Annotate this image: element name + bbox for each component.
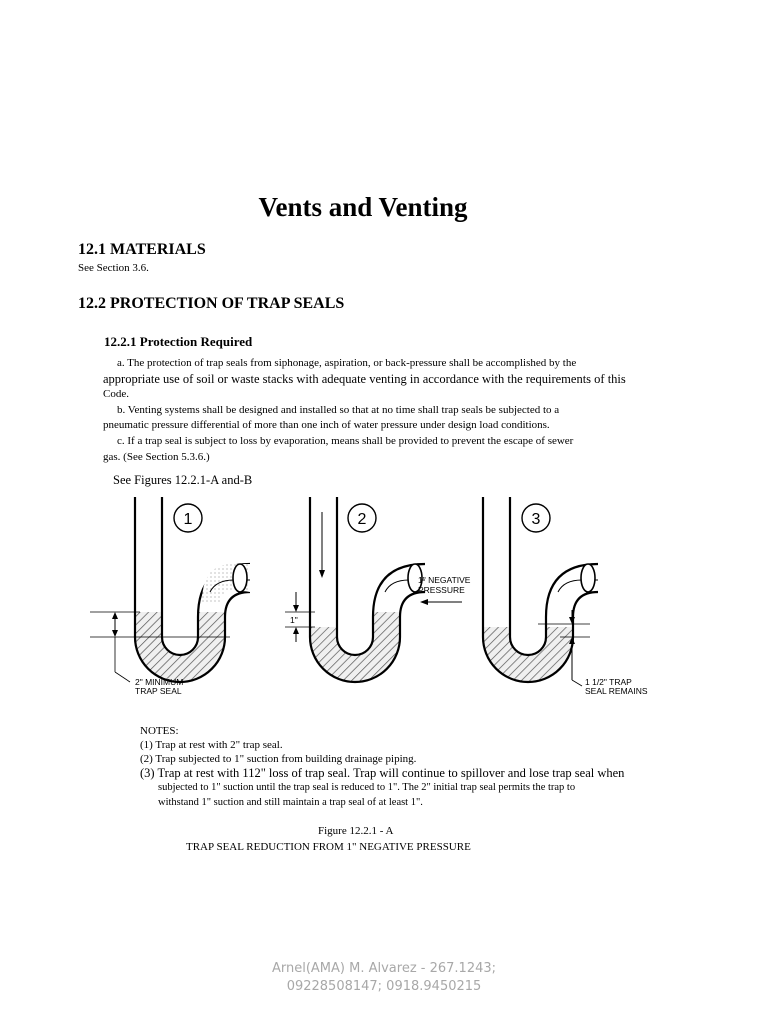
section-heading-protection: 12.2 PROTECTION OF TRAP SEALS — [78, 295, 345, 312]
trap-2-dimension-label: 1" — [290, 615, 298, 625]
paragraph-a-line-3: Code. — [103, 388, 129, 400]
notes-heading: NOTES: — [140, 725, 179, 737]
trap-1-label-line-2: TRAP SEAL — [135, 686, 182, 696]
paragraph-b-line-2: pneumatic pressure differential of more than one inch of water pressure under design load conditions. — [103, 419, 550, 431]
note-1: (1) Trap at rest with 2" trap seal. — [140, 739, 283, 751]
footer-line-1: Arnel(AMA) M. Alvarez - 267.1243; — [271, 961, 497, 976]
trap-1-label-line-1: 2" MINIMUM — [135, 677, 184, 687]
note-3-line-2: subjected to 1" suction until the trap seal is reduced to 1". The 2" initial trap seal permits the trap to — [158, 782, 576, 793]
trap-1-number: 1 — [183, 511, 193, 528]
trap-1-water — [135, 612, 225, 682]
subsection-heading: 12.2.1 Protection Required — [104, 334, 253, 349]
note-3-line-3: withstand 1" suction and still maintain a trap seal of at least 1". — [158, 797, 423, 808]
paragraph-c-line-2: gas. (See Section 5.3.6.) — [103, 451, 210, 463]
trap-seal-figure — [90, 492, 670, 704]
trap-2-number: 2 — [357, 511, 367, 528]
trap-3-label-line-1: 1 1/2" TRAP — [585, 677, 632, 687]
see-figures: See Figures 12.2.1-A and-B — [113, 473, 253, 487]
trap-3-label-line-2: SEAL REMAINS — [585, 686, 648, 696]
page-title: Vents and Venting — [258, 192, 468, 222]
paragraph-a-line-1: a. The protection of trap seals from siphonage, aspiration, or back-pressure shall be accomplished by the — [117, 357, 577, 369]
note-2: (2) Trap subjected to 1" suction from building drainage piping. — [140, 753, 417, 765]
trap-2-pressure-line-2: PRESSURE — [418, 585, 465, 595]
section-body-materials: See Section 3.6. — [78, 262, 149, 274]
section-heading-materials: 12.1 MATERIALS — [78, 241, 206, 258]
footer-line-2: 09228508147; 0918.9450215 — [286, 979, 482, 994]
trap-1-diagram — [90, 497, 250, 696]
figure-caption: TRAP SEAL REDUCTION FROM 1" NEGATIVE PRESSURE — [186, 841, 471, 853]
paragraph-a-line-2: appropriate use of soil or waste stacks with adequate venting in accordance with the requirements of this — [103, 372, 626, 386]
figure-id: Figure 12.2.1 - A — [318, 825, 394, 837]
trap-2-water — [310, 612, 400, 682]
paragraph-b-line-1: b. Venting systems shall be designed and installed so that at no time shall trap seals be subjected to a — [117, 404, 560, 416]
note-3-line-1: (3) Trap at rest with 112" loss of trap seal. Trap will continue to spillover and lose trap seal when — [140, 766, 625, 780]
trap-3-number: 3 — [531, 511, 541, 528]
trap-2-diagram — [285, 497, 471, 682]
paragraph-c-line-1: c. If a trap seal is subject to loss by evaporation, means shall be provided to prevent the escape of sewer — [117, 435, 574, 447]
trap-2-pressure-line-1: 1" NEGATIVE — [418, 575, 471, 585]
trap-3-diagram — [483, 497, 648, 696]
